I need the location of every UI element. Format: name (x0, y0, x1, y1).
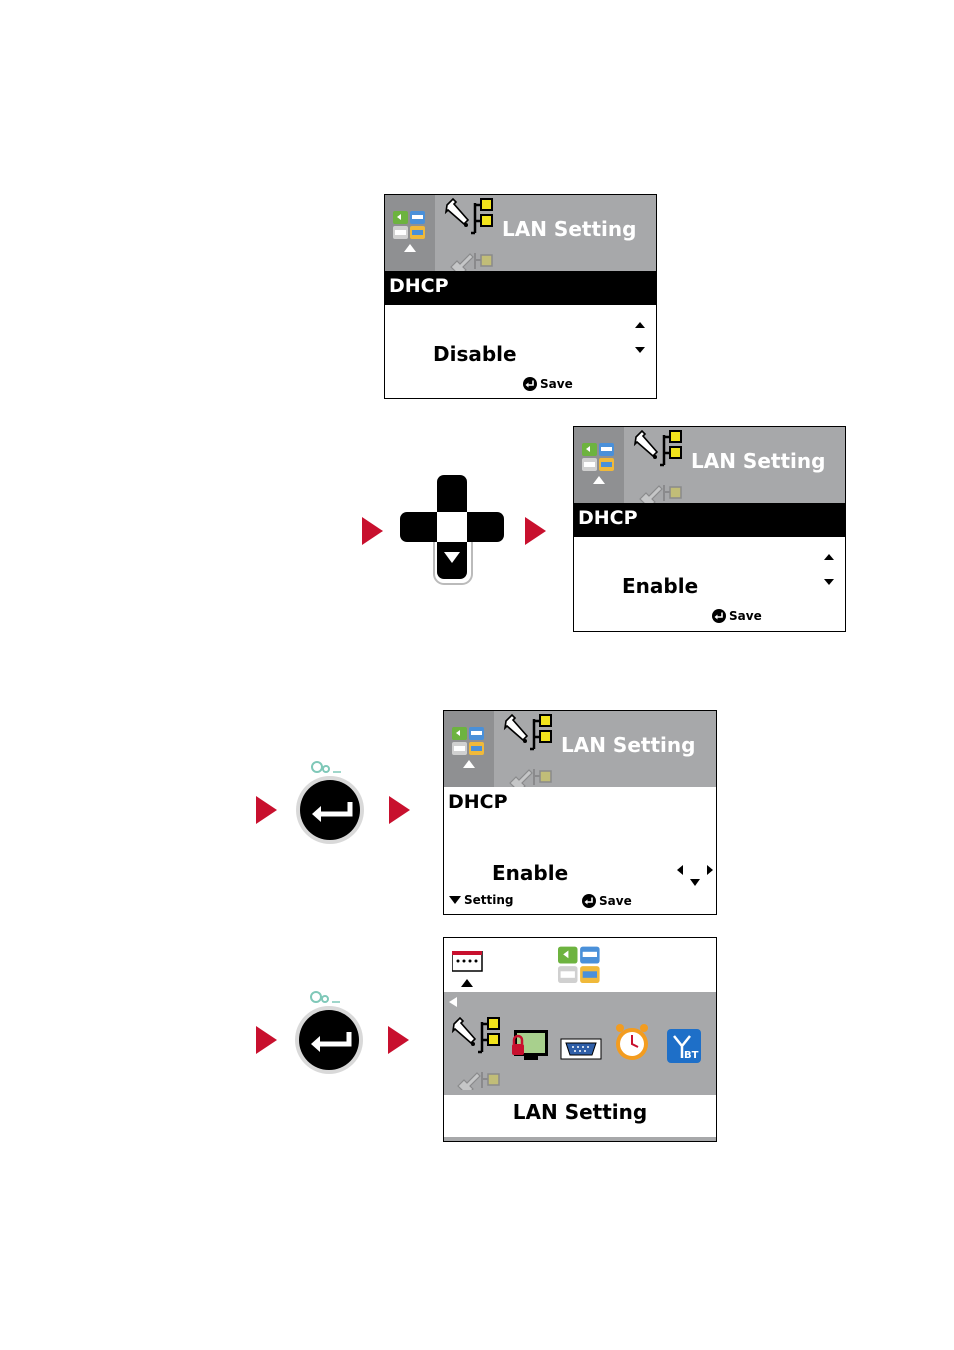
save-label: Save (599, 894, 632, 908)
side-panel (444, 711, 494, 787)
menu-icon-band (444, 992, 716, 1095)
lan-setting-icon (500, 711, 560, 787)
save-hint (523, 377, 573, 391)
field-label: DHCP (578, 507, 638, 529)
screen-header (574, 427, 845, 503)
printer-settings-icon (582, 441, 616, 473)
step-arrow-icon (256, 1026, 278, 1054)
screen-dhcp-enable (573, 426, 846, 632)
field-bar (574, 503, 845, 537)
screen-title: LAN Setting (502, 217, 637, 241)
save-label: Save (540, 377, 573, 391)
lan-setting-icon (441, 195, 501, 271)
enter-button[interactable] (292, 988, 366, 1078)
field-bar (385, 271, 656, 305)
save-hint (582, 894, 632, 908)
setting-label: Setting (464, 893, 514, 907)
screen-header (385, 195, 656, 271)
display-lock-icon[interactable] (510, 1028, 550, 1064)
svg-text:BT: BT (684, 1050, 699, 1061)
screen-title: LAN Setting (561, 733, 696, 757)
screen-title: LAN Setting (691, 449, 826, 473)
printer-settings-icon (393, 209, 427, 241)
field-label: DHCP (389, 275, 449, 297)
enter-icon (582, 894, 596, 908)
up-triangle-icon (403, 243, 417, 253)
screen-dhcp-saved (443, 710, 717, 915)
side-panel (574, 427, 624, 503)
enter-icon (712, 609, 726, 623)
left-arrow-icon[interactable] (448, 996, 458, 1008)
printer-head-icon (452, 951, 484, 989)
up-triangle-icon (592, 475, 606, 485)
left-right-down-arrows-icon (676, 863, 714, 887)
bluetooth-icon[interactable] (666, 1028, 702, 1064)
lan-setting-icon (630, 427, 690, 503)
field-value: Enable (622, 574, 699, 598)
enter-icon (523, 377, 537, 391)
step-arrow-icon (389, 796, 411, 824)
down-triangle-icon (449, 895, 461, 905)
lan-setting-icon[interactable] (448, 1014, 504, 1090)
menu-label: LAN Setting (512, 1100, 648, 1124)
screen-menu (443, 937, 717, 1142)
screen-dhcp-disable (384, 194, 657, 399)
up-down-arrows-icon (634, 319, 646, 355)
step-arrow-icon (388, 1026, 410, 1054)
save-hint (712, 609, 762, 623)
up-triangle-icon (462, 759, 476, 769)
dpad-down-button[interactable] (399, 474, 507, 586)
menu-scroll-bar (444, 1137, 716, 1141)
serial-port-icon[interactable] (560, 1038, 602, 1060)
field-value: Disable (433, 342, 517, 366)
printer-settings-icon (558, 944, 602, 986)
field-label: DHCP (448, 791, 508, 813)
up-down-arrows-icon (823, 551, 835, 587)
step-arrow-icon (362, 517, 384, 545)
side-panel (385, 195, 435, 271)
save-label: Save (729, 609, 762, 623)
enter-button[interactable] (293, 758, 367, 848)
step-arrow-icon (256, 796, 278, 824)
field-value: Enable (492, 861, 569, 885)
screen-header (444, 711, 716, 787)
printer-settings-icon (452, 725, 486, 757)
alarm-clock-icon[interactable] (612, 1022, 652, 1064)
setting-hint (449, 893, 514, 907)
step-arrow-icon (525, 517, 547, 545)
